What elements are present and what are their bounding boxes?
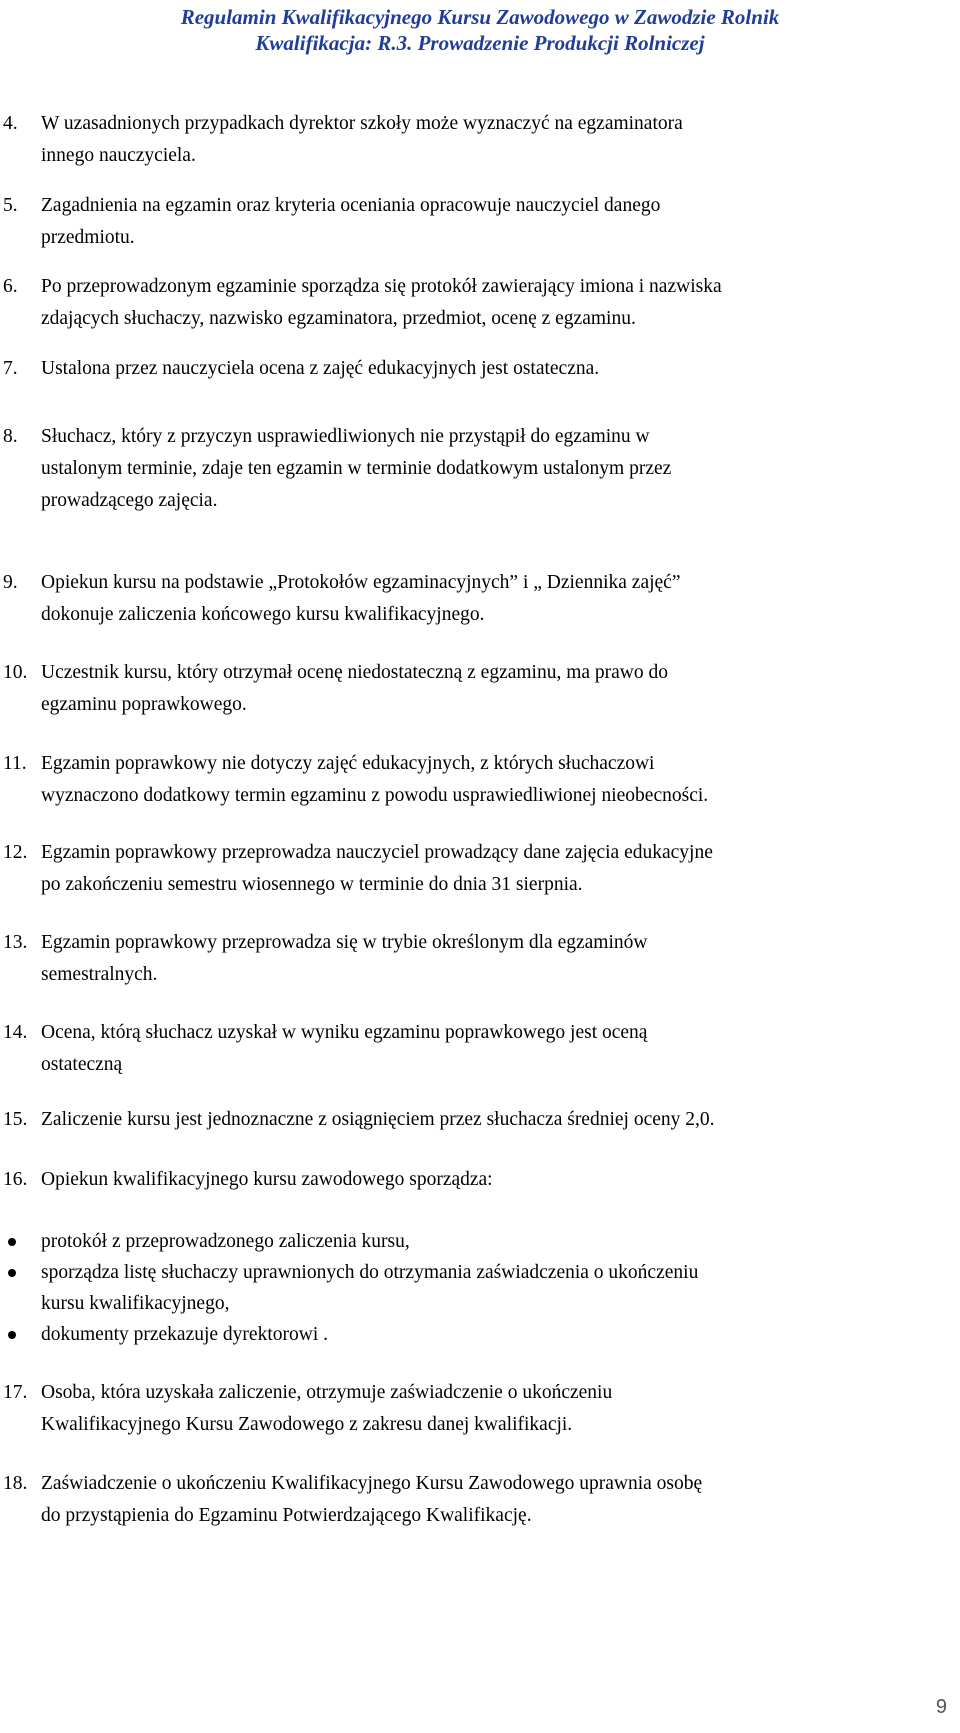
item-text [41, 353, 941, 385]
item-text-line: przedmiotu. [41, 227, 135, 248]
item-text-line: prowadzącego zajęcia. [41, 490, 218, 511]
item-text-line: egzaminu poprawkowego. [41, 694, 247, 715]
item-number: 11. [3, 753, 27, 774]
bullet-text [41, 1319, 960, 1350]
header-subtitle-line: Kwalifikacja: R.3. Prowadzenie Produkcji Rolniczej [255, 31, 705, 55]
header-title-line: Regulamin Kwalifikacyjnego Kursu Zawodowego w Zawodzie Rolnik [180, 5, 780, 29]
item-text [41, 927, 941, 991]
item-text [41, 567, 941, 631]
item-text [41, 1017, 941, 1081]
item-text-line: Opiekun kwalifikacyjnego kursu zawodowego sporządza: [41, 1169, 493, 1190]
item-text-line: Egzamin poprawkowy nie dotyczy zajęć edukacyjnych, z których słuchaczowi [41, 753, 655, 774]
item-number: 9. [3, 572, 18, 593]
bullet-text-line: sporządza listę słuchaczy uprawnionych do otrzymania zaświadczenia o ukończeniu [41, 1262, 699, 1283]
item-text-line: Zaliczenie kursu jest jednoznaczne z osiągnięciem przez słuchacza średniej oceny 2,0. [41, 1109, 715, 1130]
item-text-line: dokonuje zaliczenia końcowego kursu kwalifikacyjnego. [41, 604, 485, 625]
item-text-line: Egzamin poprawkowy przeprowadza nauczyciel prowadzący dane zajęcia edukacyjne [41, 842, 713, 863]
bullet-text [41, 1257, 960, 1319]
item-text-line: po zakończeniu semestru wiosennego w terminie do dnia 31 sierpnia. [41, 874, 583, 895]
item-text-line: Słuchacz, który z przyczyn usprawiedliwionych nie przystąpił do egzaminu w [41, 426, 650, 447]
bullet-item [0, 1319, 960, 1350]
bullet-text-line: dokumenty przekazuje dyrektorowi . [41, 1324, 328, 1345]
item-text [41, 108, 941, 172]
item-text [41, 271, 941, 335]
bullet-icon [8, 1331, 16, 1339]
item-text-line: Po przeprowadzonym egzaminie sporządza się protokół zawierający imiona i nazwiska [41, 276, 722, 297]
page-number: 9 [935, 1696, 947, 1718]
bullet-text-line: kursu kwalifikacyjnego, [41, 1293, 230, 1314]
item-number: 18. [3, 1473, 28, 1494]
item-number: 16. [3, 1169, 28, 1190]
bullet-text-line: protokół z przeprowadzonego zaliczenia kursu, [41, 1231, 410, 1252]
item-number: 8. [3, 426, 18, 447]
item-text-line: W uzasadnionych przypadkach dyrektor szkoły może wyznaczyć na egzaminatora [41, 113, 683, 134]
item-text-line: Opiekun kursu na podstawie „Protokołów egzaminacyjnych” i „ Dziennika zajęć” [41, 572, 681, 593]
item-text-line: Ustalona przez nauczyciela ocena z zajęć edukacyjnych jest ostateczna. [41, 358, 600, 379]
item-text-line: ostateczną [41, 1054, 123, 1075]
item-number: 10. [3, 662, 28, 683]
item-number: 13. [3, 932, 28, 953]
item-text-line: Zaświadczenie o ukończeniu Kwalifikacyjnego Kursu Zawodowego uprawnia osobę [41, 1473, 703, 1494]
bullet-list [0, 1226, 960, 1350]
item-text-line: semestralnych. [41, 964, 158, 985]
bullet-item [0, 1257, 960, 1319]
item-text [41, 837, 941, 901]
item-text-line: Ocena, którą słuchacz uzyskał w wyniku egzaminu poprawkowego jest oceną [41, 1022, 648, 1043]
item-text-line: Uczestnik kursu, który otrzymał ocenę niedostateczną z egzaminu, ma prawo do [41, 662, 669, 683]
item-text [41, 748, 941, 812]
item-text-line: innego nauczyciela. [41, 145, 196, 166]
bullet-item [0, 1226, 960, 1257]
item-text [41, 1468, 941, 1532]
item-number: 4. [3, 113, 18, 134]
item-text-line: Osoba, która uzyskała zaliczenie, otrzymuje zaświadczenie o ukończeniu [41, 1382, 613, 1403]
item-text [41, 1377, 941, 1441]
item-text-line: Kwalifikacyjnego Kursu Zawodowego z zakresu danej kwalifikacji. [41, 1414, 573, 1435]
bullet-icon [8, 1238, 16, 1246]
item-number: 7. [3, 358, 18, 379]
item-text [41, 190, 941, 254]
item-number: 6. [3, 276, 18, 297]
bullet-text [41, 1226, 960, 1257]
item-text [41, 1164, 941, 1196]
item-text-line: wyznaczono dodatkowy termin egzaminu z powodu usprawiedliwionej nieobecności. [41, 785, 709, 806]
item-text-line: ustalonym terminie, zdaje ten egzamin w terminie dodatkowym ustalonym przez [41, 458, 672, 479]
item-number: 12. [3, 842, 28, 863]
item-number: 15. [3, 1109, 28, 1130]
item-text-line: Zagadnienia na egzamin oraz kryteria oceniania opracowuje nauczyciel danego [41, 195, 661, 216]
item-text [41, 421, 941, 517]
bullet-icon [8, 1269, 16, 1277]
item-text [41, 1104, 941, 1136]
item-number: 5. [3, 195, 18, 216]
item-text-line: Egzamin poprawkowy przeprowadza się w trybie określonym dla egzaminów [41, 932, 648, 953]
item-text-line: zdających słuchaczy, nazwisko egzaminatora, przedmiot, ocenę z egzaminu. [41, 308, 636, 329]
item-text-line: do przystąpienia do Egzaminu Potwierdzającego Kwalifikację. [41, 1505, 532, 1526]
item-number: 17. [3, 1382, 28, 1403]
item-number: 14. [3, 1022, 28, 1043]
item-text [41, 657, 941, 721]
